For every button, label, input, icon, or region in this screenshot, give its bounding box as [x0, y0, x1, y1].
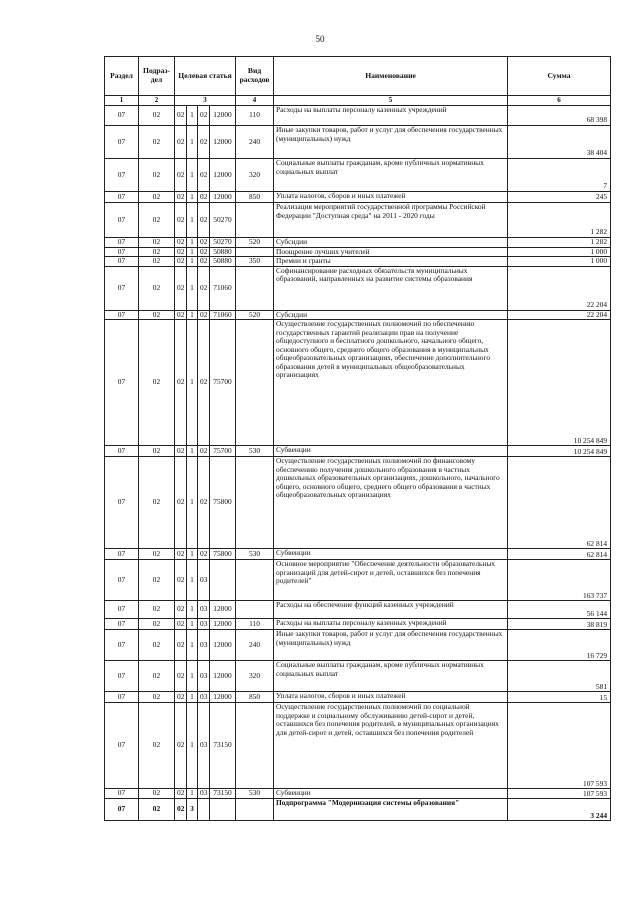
cell-podrazdel: 02 [139, 789, 175, 799]
cell-vid: 530 [236, 789, 274, 799]
cell-cs1: 02 [175, 661, 187, 692]
cell-podrazdel: 02 [139, 619, 175, 630]
cell-cs2: 1 [187, 106, 198, 126]
cell-cs4: 50270 [210, 203, 236, 238]
cell-razdel: 07 [105, 560, 139, 601]
cell-cs3: 02 [198, 549, 210, 560]
cell-cs4: 12000 [210, 159, 236, 192]
cell-vid: 520 [236, 238, 274, 248]
cell-name: Осуществление государственных полномочий по обеспечению государственных гарантий реализации прав на получение общедоступного и бесплатного дошкольного, начального общего, основного общего, среднего общего образования в муниципальных общеобразовательных организациях, обеспечение дополнительного образования детей в муниципальных общеобразовательных организациях [274, 320, 508, 446]
cell-cs3: 02 [198, 159, 210, 192]
cell-name: Софинансирование расходных обязательств муниципальных образований, направленных на развитие системы образования [274, 266, 508, 310]
cell-name: Расходы на выплаты персоналу казенных учреждений [274, 106, 508, 126]
cell-cs2: 1 [187, 159, 198, 192]
cell-podrazdel: 02 [139, 799, 175, 821]
header-celevaya: Целевая статья [175, 57, 236, 96]
table-row [105, 159, 611, 192]
cell-vid [236, 560, 274, 601]
cell-name: Субвенции [274, 549, 508, 560]
cell-cs3: 02 [198, 457, 210, 549]
cell-cs3: 02 [198, 266, 210, 310]
cell-cs1: 02 [175, 601, 187, 619]
cell-cs1: 02 [175, 789, 187, 799]
cell-name: Реализация мероприятий государственной программы Российской Федерации "Доступная среда" на 2011 - 2020 годы [274, 203, 508, 238]
cell-cs2: 1 [187, 560, 198, 601]
cell-cs2: 1 [187, 601, 198, 619]
table-row [105, 446, 611, 457]
cell-razdel: 07 [105, 126, 139, 159]
cell-cs2: 3 [187, 799, 198, 821]
cell-vid [236, 601, 274, 619]
table-row [105, 630, 611, 661]
cell-cs1: 02 [175, 692, 187, 703]
cell-podrazdel: 02 [139, 703, 175, 789]
table-row [105, 560, 611, 601]
cell-podrazdel: 02 [139, 457, 175, 549]
cell-cs1: 02 [175, 203, 187, 238]
cell-podrazdel: 02 [139, 560, 175, 601]
cell-cs3: 03 [198, 560, 210, 601]
cell-name: Субсидии [274, 310, 508, 320]
cell-name: Социальные выплаты гражданам, кроме публичных нормативных социальных выплат [274, 159, 508, 192]
cell-cs1: 02 [175, 320, 187, 446]
cell-vid: 240 [236, 126, 274, 159]
column-number-row [105, 96, 611, 106]
table-row [105, 692, 611, 703]
header-naim: Наименование [274, 57, 508, 96]
cell-name: Субсидии [274, 238, 508, 248]
cell-vid [236, 247, 274, 257]
cell-cs3: 02 [198, 310, 210, 320]
cell-cs1: 02 [175, 549, 187, 560]
cell-razdel: 07 [105, 619, 139, 630]
cell-cs1: 02 [175, 159, 187, 192]
cell-name: Поощрение лучших учителей [274, 247, 508, 257]
cell-cs3: 03 [198, 630, 210, 661]
cell-cs1: 02 [175, 560, 187, 601]
cell-cs4 [210, 560, 236, 601]
cell-cs3: 02 [198, 247, 210, 257]
cell-razdel: 07 [105, 266, 139, 310]
cell-podrazdel: 02 [139, 106, 175, 126]
cell-vid: 320 [236, 159, 274, 192]
header-summa: Сумма [508, 57, 611, 96]
cell-cs3: 02 [198, 320, 210, 446]
cell-vid: 850 [236, 692, 274, 703]
cell-podrazdel: 02 [139, 630, 175, 661]
cell-podrazdel: 02 [139, 203, 175, 238]
cell-cs3: 02 [198, 257, 210, 267]
col-number: 1 [105, 96, 139, 106]
cell-razdel: 07 [105, 106, 139, 126]
cell-podrazdel: 02 [139, 310, 175, 320]
cell-vid: 350 [236, 257, 274, 267]
cell-razdel: 07 [105, 238, 139, 248]
cell-podrazdel: 02 [139, 266, 175, 310]
cell-sum: 16 729 [508, 630, 611, 661]
cell-vid: 110 [236, 619, 274, 630]
cell-podrazdel: 02 [139, 247, 175, 257]
cell-cs3: 02 [198, 126, 210, 159]
cell-name: Осуществление государственных полномочий по финансовому обеспечению получения дошкольного образования в частных дошкольных образовательных организациях, дошкольного, начального общего, основного общего, среднего общего образования в частных общеобразовательных организациях [274, 457, 508, 549]
cell-sum: 107 593 [508, 703, 611, 789]
table-row [105, 203, 611, 238]
cell-vid [236, 799, 274, 821]
cell-vid: 530 [236, 549, 274, 560]
cell-vid: 520 [236, 310, 274, 320]
cell-cs2: 1 [187, 789, 198, 799]
table-row [105, 310, 611, 320]
cell-sum: 1 000 [508, 247, 611, 257]
cell-podrazdel: 02 [139, 549, 175, 560]
cell-podrazdel: 02 [139, 320, 175, 446]
cell-razdel: 07 [105, 203, 139, 238]
cell-cs2: 1 [187, 266, 198, 310]
cell-podrazdel: 02 [139, 601, 175, 619]
cell-cs4: 50880 [210, 247, 236, 257]
col-number: 6 [508, 96, 611, 106]
cell-cs2: 1 [187, 692, 198, 703]
cell-vid [236, 320, 274, 446]
cell-cs2: 1 [187, 703, 198, 789]
cell-sum: 38 404 [508, 126, 611, 159]
cell-cs2: 1 [187, 661, 198, 692]
cell-cs4: 73150 [210, 703, 236, 789]
cell-cs3: 02 [198, 446, 210, 457]
cell-name: Субвенции [274, 789, 508, 799]
table-row [105, 106, 611, 126]
cell-sum: 10 254 849 [508, 320, 611, 446]
cell-cs1: 02 [175, 310, 187, 320]
col-number: 2 [139, 96, 175, 106]
cell-sum: 3 244 [508, 799, 611, 821]
cell-sum: 62 814 [508, 549, 611, 560]
cell-cs1: 02 [175, 446, 187, 457]
cell-name: Иные закупки товаров, работ и услуг для обеспечения государственных (муниципальных) нужд [274, 126, 508, 159]
cell-sum: 581 [508, 661, 611, 692]
cell-cs4: 12000 [210, 126, 236, 159]
cell-razdel: 07 [105, 692, 139, 703]
cell-cs2: 1 [187, 192, 198, 203]
cell-cs3: 03 [198, 692, 210, 703]
cell-sum: 22 204 [508, 310, 611, 320]
cell-cs4: 12000 [210, 692, 236, 703]
cell-cs1: 02 [175, 619, 187, 630]
cell-name: Расходы на выплаты персоналу казенных учреждений [274, 619, 508, 630]
cell-name: Осуществление государственных полномочий по социальной поддержке и социальному обслуживанию детей-сирот и детей, оставшихся без попечения родителей, в муниципальных организациях для детей-сирот и детей, оставшихся без попечения родителей [274, 703, 508, 789]
cell-name: Подпрограмма "Модернизация системы образования" [274, 799, 508, 821]
cell-podrazdel: 02 [139, 126, 175, 159]
col-number: 5 [274, 96, 508, 106]
cell-cs3: 02 [198, 203, 210, 238]
cell-sum: 163 737 [508, 560, 611, 601]
cell-cs4: 12000 [210, 601, 236, 619]
cell-cs1: 02 [175, 106, 187, 126]
cell-razdel: 07 [105, 457, 139, 549]
cell-razdel: 07 [105, 446, 139, 457]
table-row [105, 549, 611, 560]
cell-podrazdel: 02 [139, 661, 175, 692]
cell-razdel: 07 [105, 789, 139, 799]
cell-vid: 530 [236, 446, 274, 457]
col-number: 4 [236, 96, 274, 106]
cell-sum: 62 814 [508, 457, 611, 549]
cell-cs1: 02 [175, 257, 187, 267]
cell-name: Премии и гранты [274, 257, 508, 267]
cell-name: Основное мероприятие "Обеспечение деятельности образовательных организаций для детей-сирот и детей, оставшихся без попечения родителей" [274, 560, 508, 601]
cell-razdel: 07 [105, 630, 139, 661]
cell-cs2: 1 [187, 126, 198, 159]
cell-sum: 1 282 [508, 238, 611, 248]
table-row [105, 703, 611, 789]
table-row [105, 320, 611, 446]
cell-sum: 68 398 [508, 106, 611, 126]
cell-razdel: 07 [105, 549, 139, 560]
table-row [105, 192, 611, 203]
cell-cs4: 12000 [210, 192, 236, 203]
cell-sum: 107 593 [508, 789, 611, 799]
cell-podrazdel: 02 [139, 159, 175, 192]
cell-podrazdel: 02 [139, 446, 175, 457]
cell-cs4: 71060 [210, 310, 236, 320]
cell-razdel: 07 [105, 247, 139, 257]
cell-vid: 320 [236, 661, 274, 692]
cell-sum: 15 [508, 692, 611, 703]
table-row [105, 238, 611, 248]
cell-cs2: 1 [187, 549, 198, 560]
cell-cs3: 03 [198, 789, 210, 799]
col-number: 3 [175, 96, 236, 106]
cell-name: Социальные выплаты гражданам, кроме публичных нормативных социальных выплат [274, 661, 508, 692]
cell-cs4: 12000 [210, 106, 236, 126]
cell-cs4: 75800 [210, 549, 236, 560]
table-row [105, 619, 611, 630]
cell-cs2: 1 [187, 310, 198, 320]
table-row [105, 601, 611, 619]
cell-cs3: 03 [198, 619, 210, 630]
cell-cs3: 03 [198, 703, 210, 789]
cell-sum: 38 819 [508, 619, 611, 630]
cell-cs4: 50880 [210, 257, 236, 267]
cell-podrazdel: 02 [139, 257, 175, 267]
cell-name: Расходы на обеспечение функций казенных учреждений [274, 601, 508, 619]
cell-vid: 850 [236, 192, 274, 203]
cell-cs3 [198, 799, 210, 821]
table-row [105, 257, 611, 267]
cell-razdel: 07 [105, 601, 139, 619]
cell-cs1: 02 [175, 266, 187, 310]
cell-razdel: 07 [105, 661, 139, 692]
cell-cs4: 71060 [210, 266, 236, 310]
cell-cs2: 1 [187, 320, 198, 446]
cell-cs2: 1 [187, 203, 198, 238]
cell-razdel: 07 [105, 310, 139, 320]
cell-cs2: 1 [187, 247, 198, 257]
cell-razdel: 07 [105, 159, 139, 192]
cell-razdel: 07 [105, 192, 139, 203]
cell-cs2: 1 [187, 619, 198, 630]
page-number: 50 [315, 34, 325, 44]
cell-name: Уплата налогов, сборов и иных платежей [274, 192, 508, 203]
header-razdel: Раздел [105, 57, 139, 96]
cell-cs1: 02 [175, 630, 187, 661]
cell-cs3: 03 [198, 661, 210, 692]
cell-cs4: 12000 [210, 661, 236, 692]
cell-razdel: 07 [105, 703, 139, 789]
header-podrazdel: Подраз-дел [139, 57, 175, 96]
cell-vid [236, 457, 274, 549]
cell-name: Иные закупки товаров, работ и услуг для обеспечения государственных (муниципальных) нужд [274, 630, 508, 661]
cell-name: Субвенции [274, 446, 508, 457]
cell-cs2: 1 [187, 446, 198, 457]
cell-cs4: 75800 [210, 457, 236, 549]
cell-podrazdel: 02 [139, 238, 175, 248]
table-row [105, 789, 611, 799]
cell-cs1: 02 [175, 703, 187, 789]
table-row [105, 266, 611, 310]
table-row [105, 126, 611, 159]
cell-vid [236, 203, 274, 238]
cell-cs1: 02 [175, 238, 187, 248]
cell-cs4: 50270 [210, 238, 236, 248]
cell-sum: 1 000 [508, 257, 611, 267]
cell-cs3: 02 [198, 106, 210, 126]
budget-table [104, 56, 611, 821]
cell-cs4: 75700 [210, 446, 236, 457]
cell-cs2: 1 [187, 238, 198, 248]
cell-vid [236, 266, 274, 310]
cell-cs2: 1 [187, 630, 198, 661]
cell-cs4 [210, 799, 236, 821]
cell-razdel: 07 [105, 799, 139, 821]
table-row [105, 799, 611, 821]
cell-podrazdel: 02 [139, 692, 175, 703]
header-vid: Вид расходов [236, 57, 274, 96]
cell-vid: 110 [236, 106, 274, 126]
cell-cs1: 02 [175, 192, 187, 203]
cell-podrazdel: 02 [139, 192, 175, 203]
cell-cs2: 1 [187, 457, 198, 549]
cell-razdel: 07 [105, 320, 139, 446]
cell-razdel: 07 [105, 257, 139, 267]
cell-sum: 22 204 [508, 266, 611, 310]
cell-cs1: 02 [175, 799, 187, 821]
cell-cs1: 02 [175, 457, 187, 549]
cell-cs4: 12000 [210, 630, 236, 661]
cell-cs3: 02 [198, 192, 210, 203]
cell-vid [236, 703, 274, 789]
table-row [105, 457, 611, 549]
cell-cs3: 02 [198, 238, 210, 248]
cell-cs4: 12000 [210, 619, 236, 630]
cell-sum: 7 [508, 159, 611, 192]
cell-cs1: 02 [175, 126, 187, 159]
cell-cs3: 03 [198, 601, 210, 619]
cell-vid: 240 [236, 630, 274, 661]
cell-name: Уплата налогов, сборов и иных платежей [274, 692, 508, 703]
cell-sum: 10 254 849 [508, 446, 611, 457]
cell-sum: 56 144 [508, 601, 611, 619]
table-header-row [105, 57, 611, 96]
cell-cs2: 1 [187, 257, 198, 267]
cell-cs4: 73150 [210, 789, 236, 799]
cell-cs4: 75700 [210, 320, 236, 446]
cell-sum: 245 [508, 192, 611, 203]
cell-cs1: 02 [175, 247, 187, 257]
table-row [105, 247, 611, 257]
table-row [105, 661, 611, 692]
cell-sum: 1 282 [508, 203, 611, 238]
